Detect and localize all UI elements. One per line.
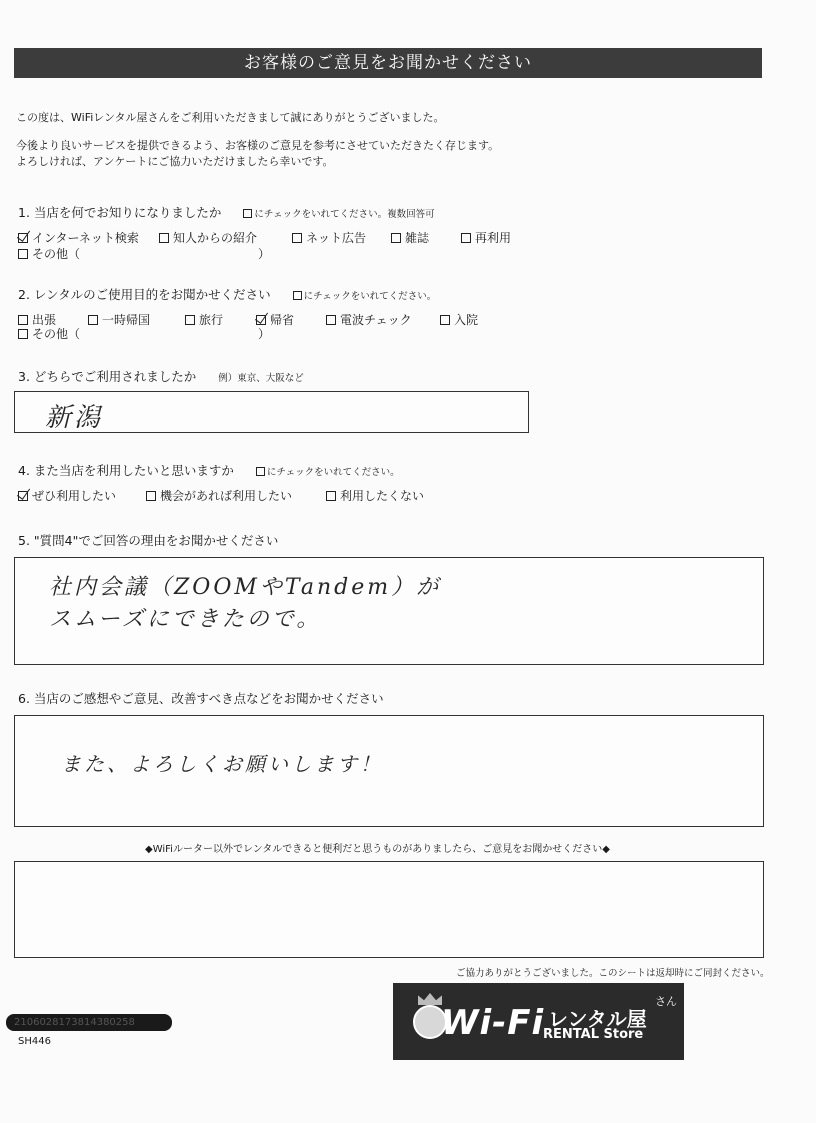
redacted-barcode: 2106028173814380258 <box>6 1014 172 1031</box>
checkbox-hint-icon <box>256 467 265 476</box>
question-6 <box>18 689 384 707</box>
crown-icon <box>418 993 442 1005</box>
question-5-label: 5. "質問4"でご回答の理由をお聞かせください <box>18 533 279 548</box>
checkbox[interactable] <box>256 315 266 325</box>
q1-option-net-ad[interactable]: ネット広告 <box>292 229 366 246</box>
question-7-label: ◆WiFiルーター以外でレンタルできると便利だと思うものがありましたら、ご意見をお聞かせください◆ <box>145 844 610 855</box>
q2-option-travel[interactable]: 旅行 <box>185 311 223 328</box>
checkbox[interactable] <box>391 233 401 243</box>
q5-answer-line-2: スムーズにできたので。 <box>49 607 322 632</box>
q6-answer-text: また、よろしくお願いします！ <box>61 752 383 776</box>
checkbox[interactable] <box>326 491 336 501</box>
checkbox-hint-icon <box>243 209 252 218</box>
logo-rental-text: レンタル屋 <box>548 1007 647 1031</box>
question-1 <box>18 203 435 221</box>
q1-option-other[interactable]: その他（ <box>18 245 80 262</box>
wifi-rental-logo <box>393 983 684 1060</box>
question-3 <box>18 367 304 385</box>
question-3-hint: 例）東京、大阪など <box>218 373 304 384</box>
question-2-label: 2. レンタルのご使用目的をお聞かせください <box>18 287 271 302</box>
question-2-hint: にチェックをいれてください。 <box>293 291 437 302</box>
q2-option-hospital[interactable]: 入院 <box>440 311 478 328</box>
q4-option-definitely[interactable]: ぜひ利用したい <box>18 487 116 504</box>
logo-wifi-text: Wi-Fi <box>441 1003 545 1043</box>
q7-answer-box[interactable] <box>14 861 764 958</box>
checkbox[interactable] <box>326 315 336 325</box>
checkbox[interactable] <box>292 233 302 243</box>
q2-option-business[interactable]: 出張 <box>18 311 56 328</box>
q1-option-referral[interactable]: 知人からの紹介 <box>159 229 257 246</box>
checkbox[interactable] <box>185 315 195 325</box>
intro-line-3: よろしければ、アンケートにご協力いただけましたら幸いです。 <box>16 155 334 168</box>
q2-other-close: ） <box>258 327 271 341</box>
q5-answer-box[interactable] <box>14 557 764 665</box>
question-6-label: 6. 当店のご感想やご意見、改善すべき点などをお聞かせください <box>18 691 384 706</box>
intro-line-2: 今後より良いサービスを提供できるよう、お客様のご意見を参考にさせていただきたく存じます。 <box>16 139 500 152</box>
checkbox[interactable] <box>159 233 169 243</box>
q1-other-close: ） <box>258 247 271 261</box>
logo-store-text: RENTAL Store <box>543 1027 644 1042</box>
checkbox[interactable] <box>88 315 98 325</box>
question-3-label: 3. どちらでご利用されましたか <box>18 369 197 384</box>
q2-option-signal-check[interactable]: 電波チェック <box>326 311 412 328</box>
footer-note: ご協力ありがとうございました。このシートは返却時にご同封ください。 <box>456 968 770 979</box>
page-title: お客様のご意見をお聞かせください <box>14 48 762 78</box>
question-1-hint: にチェックをいれてください。複数回答可 <box>243 209 434 220</box>
q6-answer-box[interactable] <box>14 715 764 827</box>
question-4 <box>18 461 400 479</box>
checkbox[interactable] <box>440 315 450 325</box>
question-2 <box>18 285 436 303</box>
checkbox[interactable] <box>18 249 28 259</box>
intro-line-1: この度は、WiFiレンタル屋さんをご利用いただきまして誠にありがとうございました。 <box>16 111 445 124</box>
q3-answer-text: 新潟 <box>45 403 104 433</box>
logo-san-text: さん <box>655 995 677 1008</box>
question-4-hint: にチェックをいれてください。 <box>256 467 400 478</box>
checkbox[interactable] <box>18 233 28 243</box>
question-5 <box>18 531 278 549</box>
checkbox[interactable] <box>18 491 28 501</box>
q2-option-other[interactable]: その他（ <box>18 325 80 342</box>
q5-answer-line-1: 社内会議（ZOOMやTandem）が <box>49 575 442 600</box>
q1-option-internet[interactable]: インターネット検索 <box>18 229 139 246</box>
q2-option-homecoming[interactable]: 帰省 <box>256 311 294 328</box>
checkbox[interactable] <box>146 491 156 501</box>
question-4-label: 4. また当店を利用したいと思いますか <box>18 463 234 478</box>
q2-option-temp-return[interactable]: 一時帰国 <box>88 311 150 328</box>
checkbox[interactable] <box>461 233 471 243</box>
question-1-label: 1. 当店を何でお知りになりましたか <box>18 205 222 220</box>
q4-option-if-chance[interactable]: 機会があれば利用したい <box>146 487 292 504</box>
q3-answer-box[interactable] <box>14 391 529 433</box>
q1-option-magazine[interactable]: 雑誌 <box>391 229 429 246</box>
sheet-code: SH446 <box>18 1036 51 1047</box>
q4-option-no[interactable]: 利用したくない <box>326 487 424 504</box>
checkbox-hint-icon <box>293 291 302 300</box>
checkbox[interactable] <box>18 329 28 339</box>
checkbox[interactable] <box>18 315 28 325</box>
q1-option-reuse[interactable]: 再利用 <box>461 229 511 246</box>
